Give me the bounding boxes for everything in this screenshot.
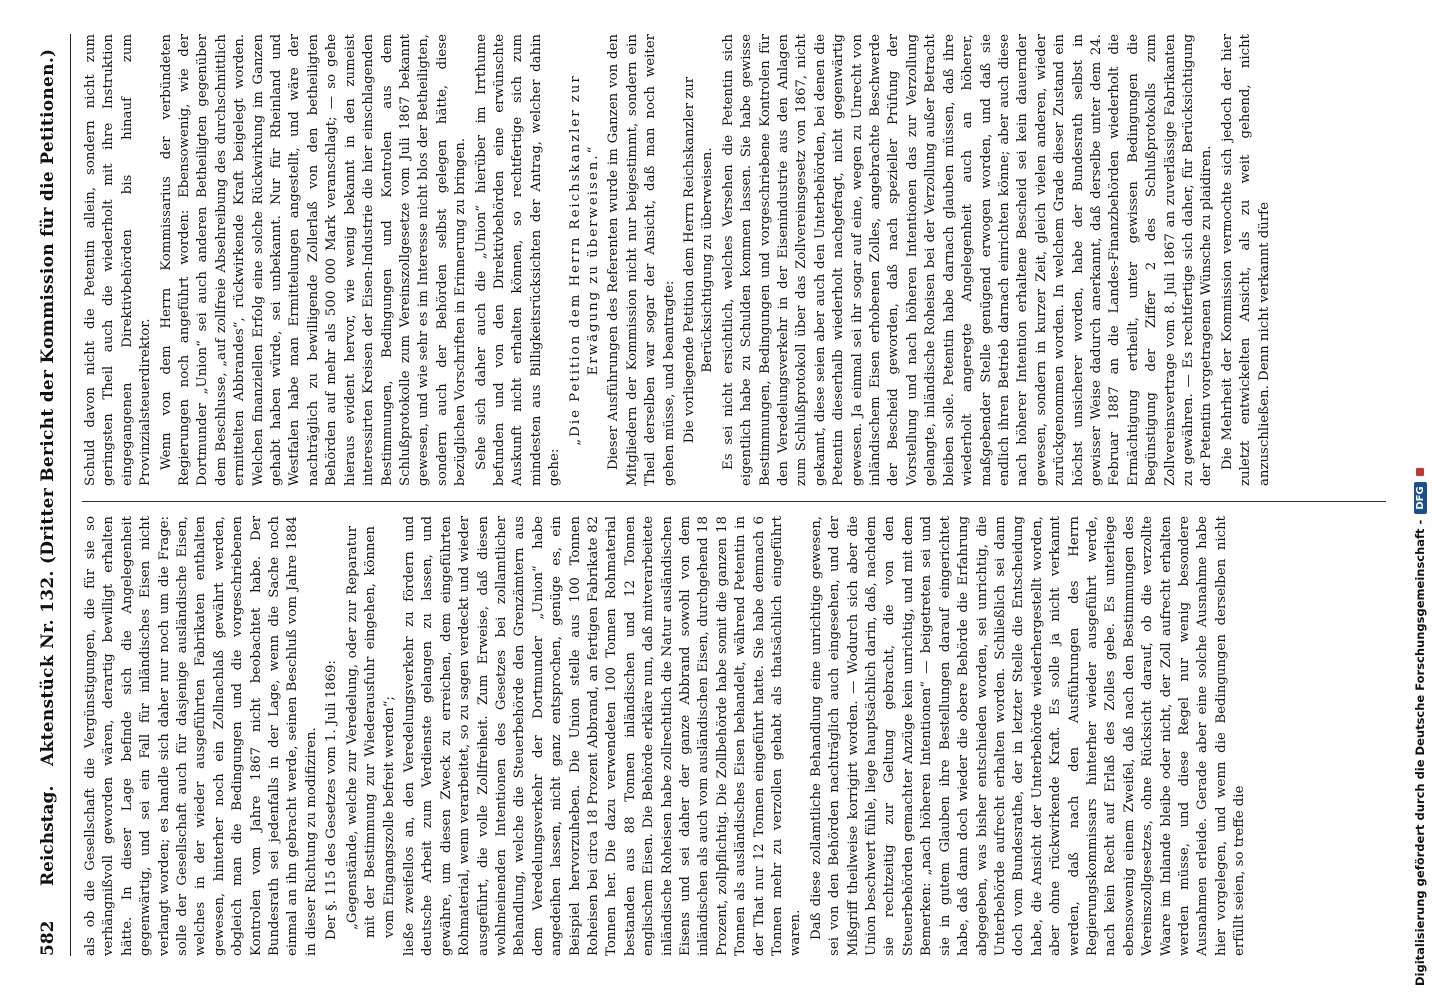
paragraph: Die Mehrheit der Kommission vermochte sich jedoch der hier zuletzt entwickelten Ansicht, als zu weit gehend, nicht anzuschließen. Denn nicht verkannt dürfe [1219,34,1272,486]
page-number: 582 [38,920,58,956]
paragraph: Sehe sich daher auch die „Union“ hierüber im Irrthume befunden und von den Direktivbehörden eine erwünschte Auskunft nicht erhalten können, so rechtfertige sich zum mindesten aus Billigkeitsrücksichten der Antrag, welcher dahin gehe: [473,34,563,486]
motion-text: Die vorliegende Petition dem Herrn Reichskanzler zur Berücksichtigung zu überweisen. [682,76,716,444]
running-header [30,34,66,956]
credit-text: Digitalisierung gefördert durch die Deutsche Forschungsgemeinschaft - [1413,519,1427,986]
paragraph: Schuld davon nicht die Petentin allein, sondern nicht zum geringsten Theil auch die wiederholt mit ihre Instruktion eingegangenen Direktivbehörden bis hinauf zum Provinzialsteuerdirektor. [83,34,154,486]
motion-quote: „Die Petition dem Herrn Reichskanzler zur Erwägung zu überweisen.“ [567,74,601,446]
paragraph: ließe zweifellos an, den Veredelungsverkehr zu fördern und deutsche Arbeit zum Verdienste gelangen zu lassen, und gewähre, um diesen Zweck zu erreichen, dem eingeführten Rohmaterial, wenn verarbeitet, so zu sagen verdeckt und wieder ausgeführt, die volle Zollfreiheit. Zum Erweise, daß diesen wohlmeinenden Intentionen des Gesetzes bei zollamtlicher Behandlung, welche die Steuerbehörde den Grenzämtern aus dem Veredelungsverkehr der Dortmunder „Union“ habe angedeihen lassen, nicht ganz entsprochen, genüge es, ein Beispiel hervorzuheben. Die Union stelle aus 100 Tonnen Roheisen bei circa 18 Prozent Abbrand, an fertigen Fabrikate 82 Tonnen her. Die dazu verwendeten 100 Tonnen Rohmaterial bestanden aus 88 Tonnen inländischen und 12 Tonnen englischem Eisen. Die Behörde erkläre nun, daß mitverarbeitete inländische Roheisen habe zollrechtlich die Natur ausländischen Eisens und sei daher der ganze Abbrand sowohl von dem inländischen als auch vom ausländischen Eisen, durchgehend 18 Prozent, zollpflichtig. Die Zollbehörde habe somit die ganzen 18 Tonnen als ausländisches Eisen behandelt, während Petentin in der That nur 12 Tonnen eingeführt hatte. Sie habe demnach 6 Tonnen mehr zu verzollen gehabt als thatsächlich eingeführt waren. [401,516,804,956]
paragraph: Wenn von dem Herrn Kommissarius der verbündeten Regierungen noch angeführt worden: Ebensowenig, wie der Dortmunder „Union“ sei auch anderen Betheiligten gegenüber dem Beschlusse, „auf zollfreie Absehreibung des durchschnittlich ermittelten Abbrandes“, rückwirkende Kraft beigelegt worden. Welchen finanziellen Erfolg eine solche Rückwirkung im Ganzen gehabt haben würde, sei unbekannt. Nur für Rheinland und Westfalen habe man Ermittelungen angestellt, und wäre der nachträglich zu bewilligende Zollerlaß von den betheiligten Behörden auf mehr als 500 000 Mark veranschlagt; — so gehe hieraus evident hervor, wie wenig bekannt in den zumeist interessirten Kreisen der Eisen-Industrie die hier einschlagenden Bestimmungen, Bedingungen und Kontrolen aus dem Schlußprotokolle zum Vereinszollgesetze vom Juli 1867 bekannt gewesen, und wie sehr es im Interesse nicht blos der Betheiligten, sondern auch der Behörden selbst gelegen hätte, diese bezüglichen Vorschriften in Erinnerung zu bringen. [158,34,469,486]
paragraph: Dieser Ausführungen des Referenten wurde im Ganzen von den Mitgliedern der Kommission nicht nur beigestimmt, sondern ein Theil derselben war sogar der Ansicht, daß man noch weiter gehen müsse, und beantragte: [606,34,677,486]
quoted-statute: „Gegenstände, welche zur Veredelung, oder zur Reparatur mit der Bestimmung zur Wiederausfuhr eingehen, können vom Eingangszolle befreit werden“; [344,526,397,938]
chamber-name: Reichstag. [38,785,58,886]
left-column [82,516,1386,956]
right-column [82,34,1386,486]
paragraph: Daß diese zollamtliche Behandlung eine unrichtige gewesen, sei von den Behörden nachträglich auch eingesehen, und der Mißgriff theilweise korrigirt worden. — Wodurch sich aber die Union beschwert fühle, liege hauptsächlich darin, daß, nachdem sie rechtzeitig zur Geltung gebracht, die von den Steuerbehörden gemachter Anzüge kein unrichtig, und mit dem Bemerken: „nach höheren Intentionen“ — beigetreten sei und sie in gutem Glauben ihre Bestellungen darauf eingerichtet habe, daß dann doch wieder die obere Behörde die Erfahrung abgegeben, was bisher entschieden worden, sei unrichtig, die Unterbehörde aufrecht erhalten worden. Schließlich sei dann doch vom Bundesrathe, der in letzter Stelle die Entscheidung habe, die Ansicht der Unterbehörde wiederhergestellt worden, aber ohne rückwirkende Kraft. Es solle ja nicht verkannt werden, daß nach den Ausführungen des Herrn Regierungskommissars hinterher wieder ausgeführt werde, nach kein Recht auf Erlaß des Zolles gebe. Es unterliege ebensowenig einem Zweifel, daß nach den Bestimmungen des Vereinszollgesetzes, ohne Rücksicht darauf, ob die verzollte Waare im Inlande bleibe oder nicht, der Zoll aufrecht erhalten werden müsse, und diese Regel nur wenig besondere Ausnahmen erleide. Gerade aber eine solche Ausnahme habe hier vorgelegen, und wenn die Bedingungen derselben nicht erfüllt seien, so treffe die [808,516,1248,956]
digitization-credit [1410,0,1430,996]
dfg-logo: DFG [1414,482,1427,513]
logo-mark-icon [1416,468,1424,476]
paragraph: Der §. 115 des Gesetzes vom 1. Juli 1869: [324,660,340,940]
paragraph: Es sei nicht ersichtlich, welches Versehen die Petentin sich eigentlich habe zu Schulden kommen lassen. Sie habe gewisse Bestimmungen, Bedingungen und vorgeschriebene Kontrolen für den Veredelungsverkehr in der Eisenindustrie aus den Anlagen zum Schlußprotokoll über das Zollvereinsgesetz von 1867, nicht gekannt, diese seien aber auch den Unterbehörden, bei denen die Petentin dieserhalb wiederholt nachgefragt, nicht gegenwärtig gewesen. Ja einmal sei ihr sogar auf eine, wegen zu Unrecht von inländischem Eisen erhobenen Zolles, angebrachte Beschwerde der Bescheid geworden, daß nach spezieller Prüfung der Vorstellung und nach höheren Intentionen das zur Verzollung gelangte, inländische Roheisen bei der Verzollung außer Betracht bleiben solle. Petentin habe darnach glauben müssen, daß ihre wiederholt angeregte Angelegenheit auch an höherer, maßgebender Stelle genügend erwogen worden, und daß sie endlich ihren Betrieb darnach einrichten könne; aber auch diese nach höherer Intention erhaltene Bescheid sei kein dauernder gewesen, sondern in kurzer Zeit, gleich vielen anderen, wieder zurückgenommen worden. In welchem Grade dieser Zustand ein höchst unsicherer worden, habe der Bundesrath selbst in gewisser Weise dadurch anerkannt, daß derselbe unter dem 24. Februar 1887 an die Landes-Finanzbehörden wiederholt die Ermächtigung ertheilt, unter gewissen Bedingungen die Begünstigung der Ziffer 2 des Schlußprotokolls zum Zollvereinsvertrage vom 8. Juli 1867 an zuverlässige Fabrikanten zu gewähren. — Es rechtfertige sich daher, für Berücksichtigung der Petentin vorgetragenen Wünsche zu plaidiren. [720,34,1215,486]
document-title: Aktenstück Nr. 132. (Dritter Bericht der Kommission für die Petitionen.) [38,48,58,766]
header-rule [70,34,71,956]
paragraph: als ob die Gesellschaft die Vergünstigungen, die für sie so verhängnißvoll geworden wären, derartig bewilligt erhalten hätte. In dieser Lage befinde sich die Angelegenheit gegenwärtig, und sei ein Fall für inländisches Eisen nicht verlangt worden; es handle sich daher nur noch um die Frage: solle der Gesellschaft auch für dasjenige ausländische Eisen, welches in der wieder ausgeführten Fabrikaten enthalten gewesen, hinterher noch ein Zollnachlaß gewährt werden, obgleich man die Bedingungen und die vorgeschriebenen Kontrolen vom Jahre 1867 nicht beobachtet habe. Der Bundesrath sei jedenfalls in der Lage, wenn die Sache noch einmal an ihn gebracht werde, seinen Beschluß vom Jahre 1884 in dieser Richtung zu modifiziren. [83,516,319,956]
column-divider [82,501,1386,502]
